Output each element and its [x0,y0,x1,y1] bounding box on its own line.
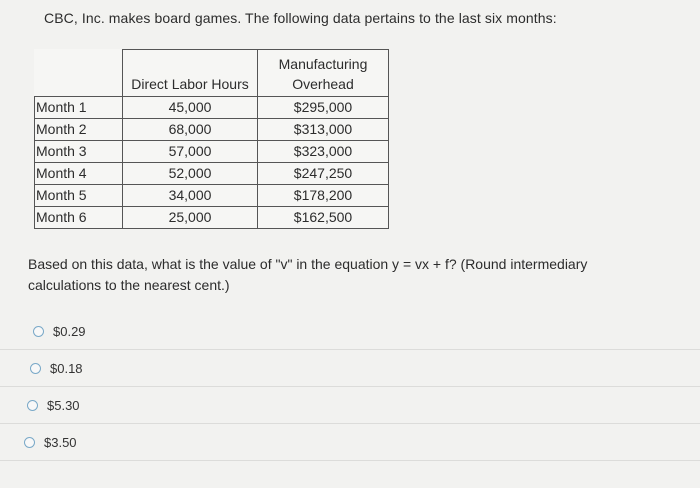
radio-button-icon[interactable] [24,437,35,448]
header-moh-line1: Manufacturing [278,56,368,72]
radio-button-icon[interactable] [33,326,44,337]
row-month: Month 6 [35,207,123,229]
problem-intro: CBC, Inc. makes board games. The following data pertains to the last six months: [44,10,557,26]
answer-option[interactable] [0,313,700,350]
table-row [35,163,389,185]
row-manufacturing-overhead: $247,250 [258,163,389,185]
row-direct-labor-hours: 45,000 [123,97,258,119]
row-direct-labor-hours: 25,000 [123,207,258,229]
table-row [35,97,389,119]
row-month: Month 5 [35,185,123,207]
row-month: Month 4 [35,163,123,185]
table-row [35,119,389,141]
row-manufacturing-overhead: $178,200 [258,185,389,207]
question-text [28,254,668,296]
question-line-1: Based on this data, what is the value of "v" in the equation y = vx + f? (Round intermediary [28,256,588,272]
table-row [35,185,389,207]
answer-option[interactable] [0,350,700,387]
row-month: Month 3 [35,141,123,163]
radio-button-icon[interactable] [27,400,38,411]
row-direct-labor-hours: 34,000 [123,185,258,207]
answer-option-label: $0.29 [53,323,86,339]
row-month: Month 2 [35,119,123,141]
header-month [35,50,123,97]
answer-option-label: $0.18 [50,360,83,376]
radio-button-icon[interactable] [30,363,41,374]
row-manufacturing-overhead: $313,000 [258,119,389,141]
answer-option-label: $3.50 [44,434,77,450]
header-moh-line2: Overhead [292,76,354,92]
row-manufacturing-overhead: $295,000 [258,97,389,119]
table-row [35,141,389,163]
question-line-2: calculations to the nearest cent.) [28,277,230,293]
row-direct-labor-hours: 52,000 [123,163,258,185]
answer-option[interactable] [0,387,700,424]
header-direct-labor-hours: Direct Labor Hours [123,50,258,97]
row-month: Month 1 [35,97,123,119]
table-row [35,207,389,229]
answer-option-label: $5.30 [47,397,80,413]
header-manufacturing-overhead [258,50,389,97]
row-direct-labor-hours: 57,000 [123,141,258,163]
row-manufacturing-overhead: $323,000 [258,141,389,163]
table-header-row [35,50,389,97]
answer-option[interactable] [0,424,700,461]
row-manufacturing-overhead: $162,500 [258,207,389,229]
data-table [34,49,389,229]
row-direct-labor-hours: 68,000 [123,119,258,141]
